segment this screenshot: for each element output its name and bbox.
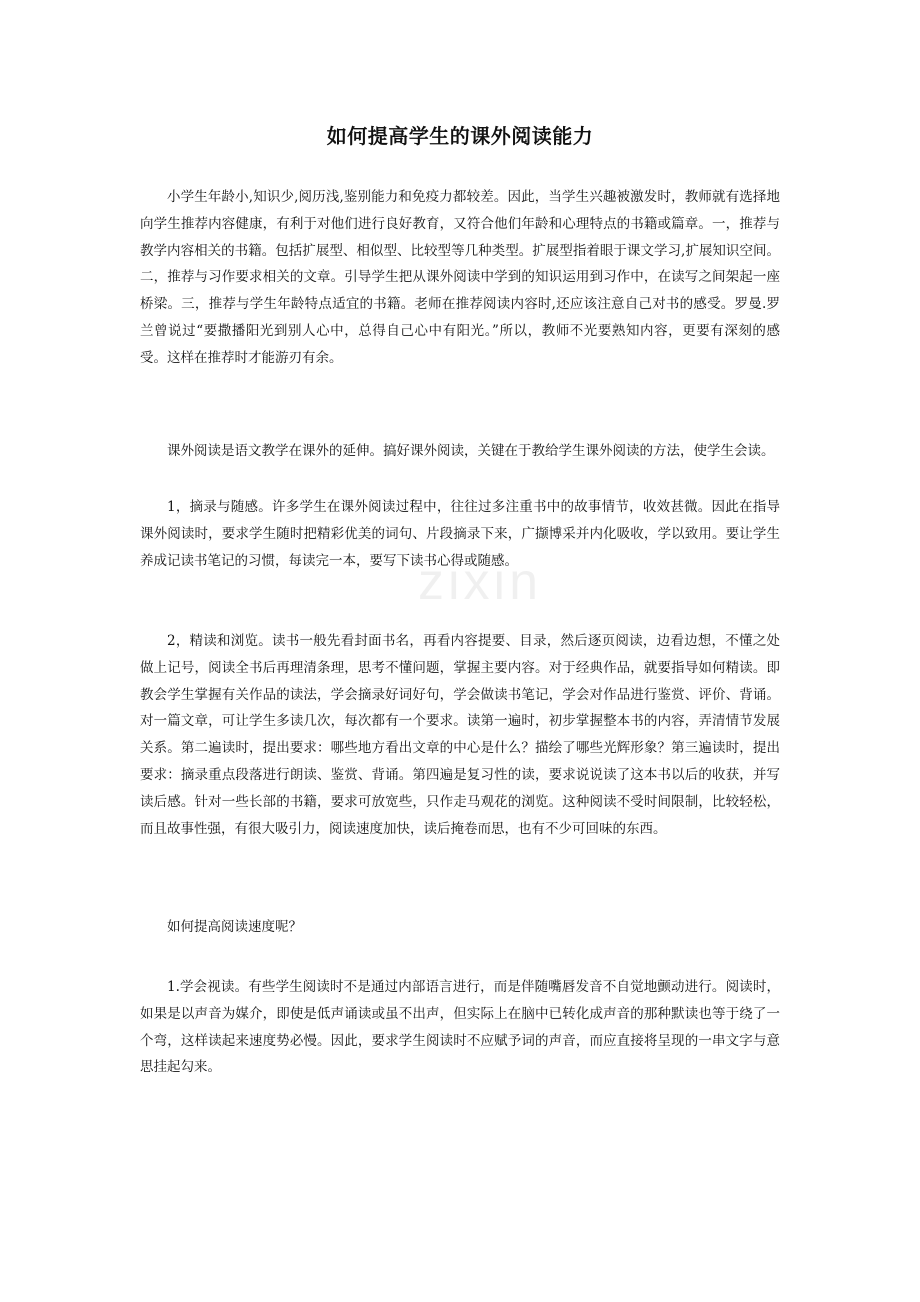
paragraph-excerpt-notes: 1，摘录与随感。许多学生在课外阅读过程中，往往过多注重书中的故事情节，收效甚微。因此在指导课外阅读时，要求学生随时把精彩优美的词句、片段摘录下来，广撷博采并内化吸收，学以致用。要让学生养成记读书笔记的习惯，每读完一本，要写下读书心得或随感。 [140, 499, 780, 569]
watermark: zixin [417, 553, 543, 611]
document-title: 如何提高学生的课外阅读能力 [326, 124, 594, 148]
paragraph-recommend-books: 小学生年龄小,知识少,阅历浅,鉴别能力和免疫力都较差。因此，当学生兴趣被激发时，教师就有选择地向学生推荐内容健康，有利于对他们进行良好教育，又符合他们年龄和心理特点的书籍或篇章。一，推荐与教学内容相关的书籍。包括扩展型、相似型、比较型等几种类型。扩展型指着眼于课文学习,扩展知识空间。二，推荐与习作要求相关的文章。引导学生把从课外阅读中学到的知识运用到习作中，在读写之间架起一座桥梁。三，推荐与学生年龄特点适宜的书籍。老师在推荐阅读内容时,还应该注意自己对书的感受。罗曼.罗兰曾说过“要撒播阳光到别人心中，总得自己心中有阳光。”所以，教师不光要熟知内容，更要有深刻的感受。这样在推荐时才能游刃有余。 [140, 189, 780, 366]
paragraph-reading-method: 课外阅读是语文教学在课外的延伸。搞好课外阅读，关键在于教给学生课外阅读的方法，使学生会读。 [167, 443, 775, 459]
paragraph-intensive-browse: 2，精读和浏览。读书一般先看封面书名，再看内容提要、目录，然后逐页阅读，边看边想，不懂之处做上记号，阅读全书后再理清条理，思考不懂问题，掌握主要内容。对于经典作品，就要指导如何精读。即教会学生掌握有关作品的读法，学会摘录好词好句，学会做读书笔记，学会对作品进行鉴赏、评价、背诵。对一篇文章，可让学生多读几次，每次都有一个要求。读第一遍时，初步掌握整本书的内容，弄清情节发展关系。第二遍读时，提出要求：哪些地方看出文章的中心是什么？描绘了哪些光辉形象？第三遍读时，提出要求：摘录重点段落进行朗读、鉴赏、背诵。第四遍是复习性的读，要求说说读了这本书以后的收获，并写读后感。针对一些长部的书籍，要求可放宽些，只作走马观花的浏览。这种阅读不受时间限制，比较轻松，而且故事性强，有很大吸引力，阅读速度加快，读后掩卷而思，也有不少可回味的东西。 [140, 633, 780, 837]
paragraph-visual-reading: 1.学会视读。有些学生阅读时不是通过内部语言进行，而是伴随嘴唇发音不自觉地颤动进行。阅读时，如果是以声音为媒介，即使是低声诵读或虽不出声，但实际上在脑中已转化成声音的那种默读也等于绕了一个弯，这样读起来速度势必慢。因此，要求学生阅读时不应赋予词的声音，而应直接将呈现的一串文字与意思挂起勾来。 [140, 979, 780, 1076]
paragraph-speed-question: 如何提高阅读速度呢？ [167, 919, 302, 935]
